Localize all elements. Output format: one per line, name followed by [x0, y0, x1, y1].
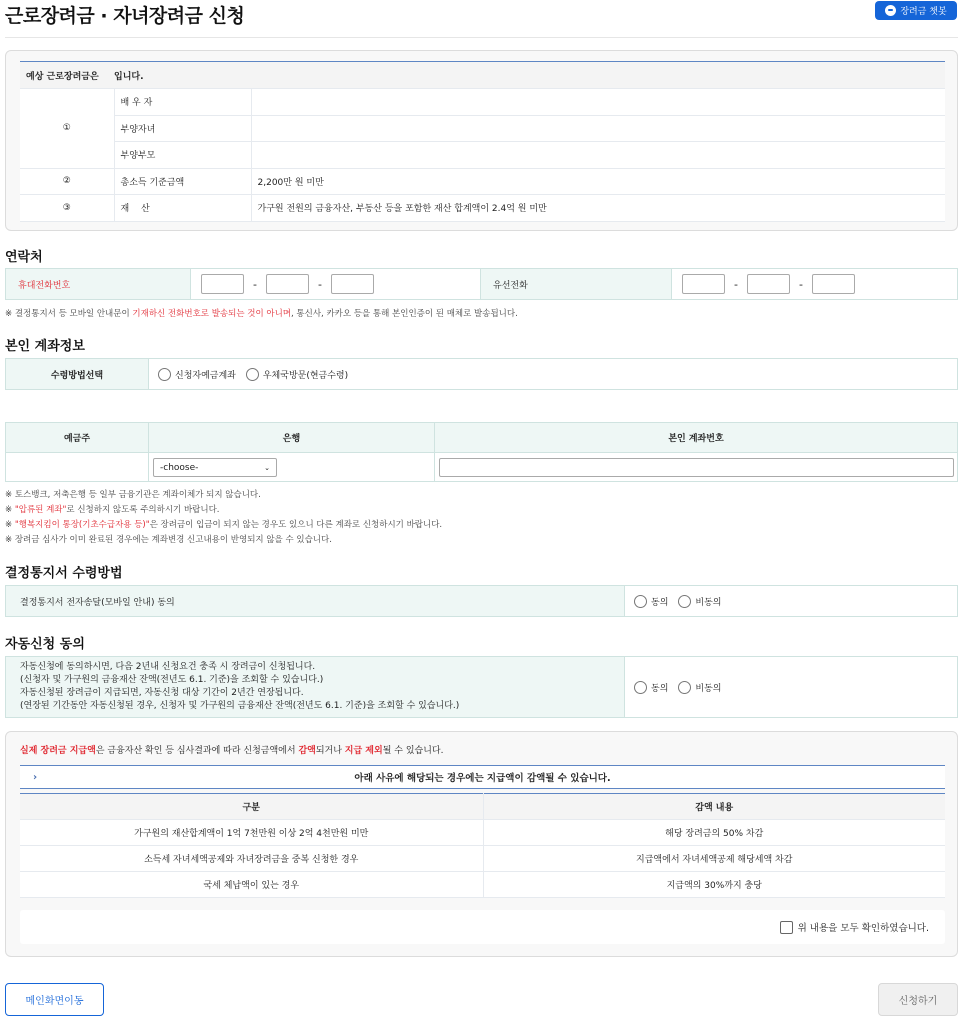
- account-table: [5, 422, 958, 482]
- radio-label: 비동의: [695, 597, 722, 608]
- radio-icon: [158, 368, 171, 381]
- reduction-table: [20, 793, 945, 898]
- dash: -: [798, 277, 803, 291]
- contact-row: [5, 268, 958, 300]
- expected-prefix: 예상 근로장려금은: [20, 62, 114, 89]
- table-row: [20, 820, 945, 846]
- eligibility-box: [5, 50, 958, 231]
- chatbot-icon: [885, 5, 896, 16]
- chatbot-button[interactable]: [875, 1, 957, 20]
- reason-cell: 소득세 자녀세액공제와 자녀장려금을 중복 신청한 경우: [20, 846, 483, 872]
- method-options: [149, 359, 358, 389]
- criteria-label: 재 산: [114, 195, 251, 222]
- auto-options: [625, 657, 957, 717]
- landline-inputs: [672, 269, 957, 299]
- auto-line: 자동신청된 장려금이 지급되면, 자동신청 대상 기간이 2년간 연장됩니다.: [20, 688, 304, 698]
- reason-cell: 국세 체납액이 있는 경우: [20, 872, 483, 898]
- dash: -: [734, 277, 738, 291]
- landline-input-1[interactable]: [682, 274, 725, 294]
- mobile-input-2[interactable]: [266, 274, 309, 294]
- confirm-label: 위 내용을 모두 확인하였습니다.: [797, 923, 929, 934]
- radio-label: 비동의: [695, 683, 722, 694]
- chevron-down-icon: ⌄: [264, 463, 270, 472]
- criteria-number: ③: [20, 195, 114, 222]
- detail-cell: 해당 장려금의 50% 차감: [483, 820, 945, 846]
- confirm-row: [20, 910, 945, 944]
- radio-icon: [246, 368, 259, 381]
- holder-cell: [6, 453, 149, 482]
- confirm-checkbox[interactable]: [780, 921, 793, 934]
- radio-post-office[interactable]: [246, 368, 348, 381]
- detail-cell: 지급액에서 자녀세액공제 해당세액 차감: [483, 846, 945, 872]
- expected-suffix: 입니다.: [114, 62, 945, 89]
- criteria-value: 가구원 전원의 금융자산, 부동산 등을 포함한 재산 합계액이 2.4억 원 미만: [251, 195, 945, 222]
- radio-bank-account[interactable]: [158, 368, 236, 381]
- main-screen-button[interactable]: 메인화면이동: [5, 983, 104, 1016]
- notice-label: 결정통지서 전자송달(모바일 안내) 동의: [6, 586, 625, 616]
- landline-input-2[interactable]: [747, 274, 790, 294]
- col-reason: 구분: [20, 794, 483, 820]
- page-title: 근로장려금 · 자녀장려금 신청: [5, 5, 245, 27]
- mobile-label: 휴대전화번호: [6, 269, 191, 299]
- account-note: ※ 토스뱅크, 저축은행 등 일부 금융기관은 계좌이체가 되지 않습니다.: [5, 490, 261, 500]
- reason-cell: 가구원의 재산합계액이 1억 7천만원 이상 2억 4천만원 미만: [20, 820, 483, 846]
- bank-select[interactable]: [153, 458, 277, 477]
- auto-row: [5, 656, 958, 718]
- notice-disagree-radio[interactable]: [678, 595, 721, 608]
- account-note: ※ "압류된 계좌"로 신청하지 않도록 주의하시기 바랍니다.: [5, 505, 220, 515]
- col-detail: 감액 내용: [483, 794, 945, 820]
- note-text: , 통신사, 카카오 등을 통해 본인인증이 된 매체로 발송됩니다.: [291, 309, 518, 319]
- table-row: [20, 872, 945, 898]
- mobile-input-1[interactable]: [201, 274, 244, 294]
- landline-label: 유선전화: [481, 269, 672, 299]
- detail-cell: 지급액의 30%까지 충당: [483, 872, 945, 898]
- col-holder: 예금주: [6, 423, 149, 452]
- radio-icon: [678, 595, 691, 608]
- criteria-label: 부양부모: [114, 142, 251, 169]
- chevron-right-icon: ›: [32, 771, 38, 783]
- criteria-number: ①: [20, 89, 114, 169]
- radio-icon: [678, 681, 691, 694]
- dash: -: [253, 277, 257, 291]
- account-section-title: 본인 계좌정보: [5, 339, 85, 354]
- account-number-cell: [435, 453, 957, 482]
- account-number-input[interactable]: [439, 458, 954, 477]
- reduction-warning: 실제 장려금 지급액은 금융자산 확인 등 심사결과에 따라 신청금액에서 감액되거나 지급 제외될 수 있습니다.: [20, 746, 444, 756]
- radio-label: 동의: [651, 683, 669, 694]
- method-label: 수령방법선택: [6, 359, 149, 389]
- auto-line: 자동신청에 동의하시면, 다음 2년내 신청요건 충족 시 장려금이 신청됩니다.: [20, 662, 316, 672]
- notice-options: [625, 586, 957, 616]
- reduction-accordion[interactable]: [20, 765, 945, 789]
- auto-line: (신청자 및 가구원의 금융재산 잔액(전년도 6.1. 기준)을 조회할 수 있습니다.): [20, 675, 324, 685]
- radio-label: 신청자예금계좌: [175, 370, 236, 381]
- reduction-box: [5, 731, 958, 957]
- bank-cell: [149, 453, 435, 482]
- criteria-value: [251, 115, 945, 142]
- notice-agree-radio[interactable]: [634, 595, 668, 608]
- account-note: ※ 장려금 심사가 이미 완료된 경우에는 계좌변경 신고내용이 반영되지 않을 수 있습니다.: [5, 535, 332, 545]
- criteria-value: [251, 142, 945, 169]
- radio-label: 동의: [651, 597, 669, 608]
- account-note: ※ "행복지킴이 통장(기초수급자용 등)"은 장려금이 입금이 되지 않는 경우도 있으니 다른 계좌로 신청하시기 바랍니다.: [5, 520, 443, 530]
- notice-row: [5, 585, 958, 617]
- contact-section-title: 연락처: [5, 250, 43, 265]
- chatbot-label: 장려금 챗봇: [900, 7, 947, 17]
- criteria-number: ②: [20, 168, 114, 195]
- radio-label: 우체국방문(현금수령): [262, 370, 349, 381]
- radio-icon: [634, 681, 647, 694]
- col-bank: 은행: [149, 423, 435, 452]
- table-row: [20, 846, 945, 872]
- dash: -: [317, 277, 322, 291]
- auto-text: [6, 657, 625, 717]
- account-notes: [5, 488, 442, 548]
- apply-button[interactable]: 신청하기: [878, 983, 958, 1016]
- notice-section-title: 결정통지서 수령방법: [5, 566, 123, 581]
- auto-section-title: 자동신청 동의: [5, 637, 85, 652]
- criteria-label: 배 우 자: [114, 89, 251, 116]
- eligibility-table: [20, 61, 945, 222]
- mobile-input-3[interactable]: [331, 274, 374, 294]
- bank-selected: -choose-: [160, 462, 199, 473]
- col-account-number: 본인 계좌번호: [668, 434, 724, 444]
- note-red: 기재하신 전화번호로 발송되는 것이 아니며: [132, 309, 291, 319]
- radio-icon: [634, 595, 647, 608]
- auto-line: (연장된 기간동안 자동신청된 경우, 신청자 및 가구원의 금융재산 잔액(전년도 6.1. 기준)을 조회할 수 있습니다.): [20, 701, 460, 711]
- auto-disagree-radio[interactable]: [678, 681, 721, 694]
- contact-note: [5, 307, 518, 319]
- accordion-title: 아래 사유에 해당되는 경우에는 지급액이 감액될 수 있습니다.: [354, 773, 611, 784]
- divider: [5, 37, 958, 38]
- criteria-value: [251, 89, 945, 116]
- method-row: [5, 358, 958, 390]
- criteria-label: 총소득 기준금액: [114, 168, 251, 195]
- criteria-value: 2,200만 원 미만: [251, 168, 945, 195]
- mobile-inputs: [191, 269, 481, 299]
- auto-agree-radio[interactable]: [634, 681, 668, 694]
- note-text: ※ 결정통지서 등 모바일 안내문이: [5, 309, 133, 319]
- landline-input-3[interactable]: [812, 274, 855, 294]
- criteria-label: 부양자녀: [114, 115, 251, 142]
